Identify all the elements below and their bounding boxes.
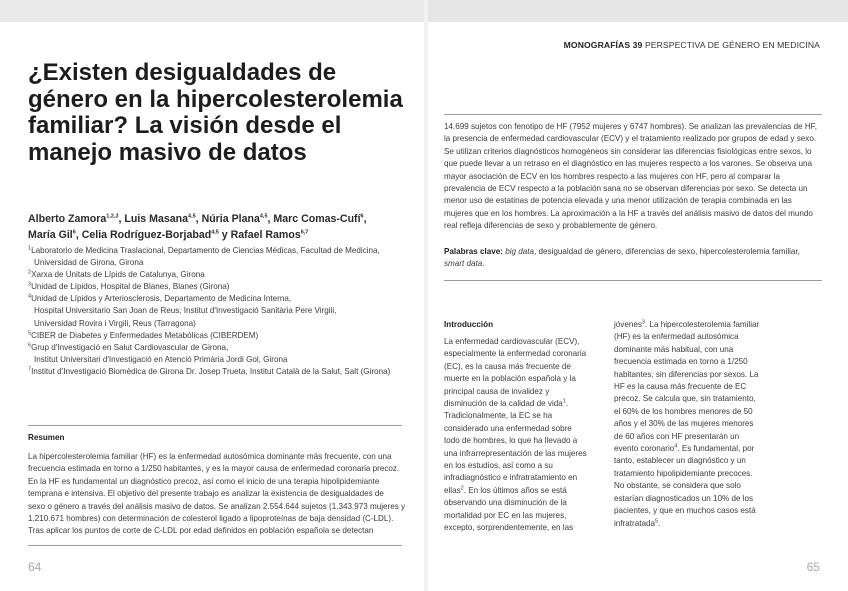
resumen-heading: Resumen <box>28 433 65 442</box>
abstract-line: que puede llevar a un retraso en el diagnóstico en las mujeres respecto a los varones. Se observa una <box>444 159 813 169</box>
intro-line <box>614 331 814 343</box>
author-name: Luis Masana <box>124 213 189 225</box>
reference-number: 4 <box>674 443 678 450</box>
intro-text: evento coronario <box>614 444 675 454</box>
intro-text: . <box>565 399 569 409</box>
affiliation-text: Universidad de Girona, Girona <box>34 258 144 268</box>
intro-line <box>614 344 814 356</box>
intro-line <box>444 522 604 534</box>
intro-line <box>614 356 814 368</box>
intro-line <box>444 373 604 385</box>
intro-line <box>614 406 814 418</box>
intro-line <box>614 369 814 381</box>
intro-heading: Introducción <box>444 320 494 329</box>
abstract-line: Se utilizan criterios diagnósticos homogéneos sin considerar las diferencias fisiológicas entre sexos, lo <box>444 146 812 156</box>
intro-line <box>614 493 814 505</box>
intro-text: observando una disminución de la <box>444 498 567 508</box>
intro-text: . Es fundamental, por <box>677 444 755 454</box>
resumen-line: temprana e intensiva. El objetivo del presente trabajo es analizar la existencia de desigualdades de <box>28 489 384 499</box>
resumen-body <box>28 451 418 538</box>
resumen-line: sexo o género a través del análisis masivo de datos. Se analizan 2.554.644 sujetos (1.343.973 mujeres y <box>28 501 406 511</box>
intro-line <box>444 435 604 447</box>
intro-line <box>444 410 604 422</box>
intro-line <box>444 336 604 348</box>
abstract-line: prevalencia de ECV respecto a la población sana no se observan diferencias por sexo. Se detecta un <box>444 184 808 194</box>
reference-number: 1 <box>562 398 566 405</box>
authors-line-2: María Gil$^6$, Celia Rodríguez-Borjabad$^{4,5}$ y Rafael Ramos$^{6,7}$ <box>28 228 309 241</box>
intro-text: excepto, sorprendentemente, en las <box>444 523 574 533</box>
affiliation-item <box>28 257 418 269</box>
intro-text: No obstante, se considera que solo <box>614 481 741 491</box>
affiliation-item <box>28 269 418 281</box>
affiliation-text: Institut d'Investigació Biomèdica de Girona Dr. Josep Trueta, Institut Català de la Salut, Salt (Girona) <box>31 366 391 376</box>
resumen-line: 1.210.671 hombres) con determinación de colesterol ligado a lipoproteínas de baja densidad (C-LDL). <box>28 514 394 524</box>
reference-number: 3 <box>641 319 645 326</box>
intro-line <box>444 398 604 410</box>
resumen-line: Tras aplicar los puntos de corte de C-LDL por edad definidos en población española se detectan <box>28 526 374 536</box>
affiliation-text: Grup d'Investigació en Salut Cardiovascular de Girona, <box>31 342 229 352</box>
abstract-line: mayor asociación de ECV en los hombres respecto a las mujeres con HF, pero al comparar la <box>444 171 781 181</box>
author-name: Rafael Ramos <box>230 228 301 241</box>
affiliation-text: Unidad de Lípidos, Hospital de Blanes, Blanes (Girona) <box>31 282 230 292</box>
intro-line <box>444 497 604 509</box>
resumen-line: frecuencia estimada en torno a 1/250 habitantes, y es la mayor causa de enfermedad coronaria precoz. <box>28 464 400 474</box>
intro-text: . En los últimos años se está <box>463 485 567 495</box>
affiliation-text: CIBER de Diabetes y Enfermedades Metabólicas (CIBERDEM) <box>31 330 259 340</box>
intro-line <box>614 393 814 405</box>
intro-line <box>444 361 604 373</box>
author-affil-ref: 6 <box>72 228 76 235</box>
resumen-line: En la HF es fundamental un diagnóstico precoz, así como el inicio de una terapia hipolipidemiante <box>28 476 380 486</box>
intro-text: muerte en la población española y la <box>444 374 576 384</box>
intro-line <box>444 472 604 484</box>
author-affil-ref: 4,5 <box>188 213 196 220</box>
reference-number: 5 <box>654 517 659 524</box>
author-affil-ref: 6,7 <box>300 228 309 235</box>
intro-text: dominante más habitual, con una <box>614 344 734 354</box>
intro-line <box>444 348 604 360</box>
page-number-left: 64 <box>28 560 42 574</box>
intro-column-2 <box>614 319 814 530</box>
affiliation-number: 6 <box>28 342 32 349</box>
author-name: Celia Rodríguez-Borjabad <box>81 228 212 241</box>
page-number-right: 65 <box>806 560 820 574</box>
affiliation-number: 4 <box>28 293 32 300</box>
resumen-line: La hipercolesterolemia familiar (HF) es la enfermedad autosómica dominante más frecuente, con una <box>28 452 392 461</box>
affiliation-number: 7 <box>28 366 32 373</box>
affiliation-text: Hospital Universitario San Joan de Reus, Institut d'Investigació Sanitària Pere Virgili, <box>34 306 337 316</box>
affiliation-number: 5 <box>28 329 32 336</box>
affiliation-number: 2 <box>28 269 32 276</box>
intro-line <box>444 485 604 497</box>
intro-text: Tradicionalmente, la EC se ha <box>444 411 553 421</box>
keywords-list: , desigualdad de género, diferencias de sexo, hipercolesterolemia familiar, <box>534 247 800 256</box>
author-affil-ref: 6 <box>360 213 364 220</box>
intro-text: el 60% de los hombres menores de 50 <box>614 406 753 416</box>
intro-line <box>614 431 814 443</box>
intro-line <box>614 418 814 430</box>
intro-line <box>614 468 814 480</box>
affiliation-item <box>28 366 418 378</box>
intro-text: considerado una enfermedad sobre <box>444 423 572 433</box>
intro-line <box>614 381 814 393</box>
top-band-left <box>0 0 424 22</box>
keyword-smart-data: smart data <box>444 259 483 269</box>
intro-text: años y el 30% de las mujeres menores <box>614 419 754 429</box>
keywords <box>444 246 828 271</box>
intro-text: . La hipercolesterolemia familiar <box>644 320 760 329</box>
affiliation-text: Laboratorio de Medicina Traslacional, Departamento de Ciencias Médicas, Facultad de Medicina, <box>31 246 380 255</box>
affiliation-number: 1 <box>28 245 32 252</box>
intro-text: una infrarrepresentación de las mujeres <box>444 448 587 458</box>
intro-text: frecuencia estimada en torno a 1/250 <box>614 357 748 367</box>
intro-line <box>444 510 604 522</box>
authors <box>28 212 418 243</box>
affiliation-item <box>28 293 418 305</box>
intro-text: tratamiento hipolipidemiante precoces. <box>614 468 753 478</box>
keywords-end: . <box>482 259 485 269</box>
intro-text: principal causa de invalidez y <box>444 386 550 396</box>
abstract-continued <box>444 121 828 233</box>
affiliation-text: Institut Universitari d'Investigació en Atenció Primària Jordi Gol, Girona <box>34 354 288 364</box>
abstract-line: menor uso de estatinas de potencia elevada y una menor utilización de terapia combinada en las <box>444 196 792 206</box>
intro-text: de 60 años con HF presentarán un <box>614 431 740 441</box>
intro-text: pacientes, y que en muchos casos está <box>614 506 756 516</box>
intro-text: estarían diagnosticados un 10% de los <box>614 493 754 503</box>
affiliation-text: Unidad de Lípidos y Arteriosclerosis, Departamento de Medicina Interna, <box>31 294 292 304</box>
author-affil-ref: 4,5 <box>259 213 268 220</box>
intro-line <box>614 443 814 455</box>
resumen-bottom-rule <box>28 545 402 546</box>
intro-text: infratratada <box>614 518 655 528</box>
intro-text: habitantes, sin diferencias por sexos. La <box>614 369 759 379</box>
intro-text: especialmente la enfermedad coronaria <box>444 349 587 359</box>
keywords-label: Palabras clave: <box>444 247 503 256</box>
affiliation-item <box>28 354 418 366</box>
author-name: Alberto Zamora <box>28 213 107 225</box>
keyword-big-data: big data <box>505 247 535 256</box>
intro-column-1 <box>444 336 604 535</box>
intro-text: disminución de la calidad de vida <box>444 399 563 409</box>
affiliation-number: 3 <box>28 281 32 288</box>
top-band-right <box>428 0 848 22</box>
intro-text: (HF) es la enfermedad autosómica <box>614 332 739 342</box>
authors-line-1: Alberto Zamora$^{1,2,3}$, Luis Masana$^{4,5}$, Núria Plana$^{4,5}$, Marc Comas-Cufí$^6$, <box>28 213 367 225</box>
affiliation-item <box>28 342 418 354</box>
affiliation-item <box>28 330 418 342</box>
affiliation-text: Xarxa de Unitats de Lípids de Catalunya, Girona <box>31 270 205 280</box>
reference-number: 2 <box>460 485 464 492</box>
intro-text: precoz. Se calcula que, sin tratamiento, <box>614 394 756 404</box>
author-name: María Gil <box>28 228 73 241</box>
intro-text: ellas <box>444 485 461 495</box>
intro-text: (EC), es la causa más frecuente de <box>444 361 571 371</box>
abstract-line: la presencia de enfermedad cardiovascular (ECV) y el tratamiento realizado por grupos de edad y sexo. <box>444 134 817 144</box>
intro-text: mortalidad por EC en las mujeres, <box>444 510 567 520</box>
intro-text: infradiagnóstico e infratratamiento en <box>444 473 578 483</box>
intro-line <box>444 386 604 398</box>
intro-line <box>614 455 814 467</box>
intro-text: La enfermedad cardiovascular (ECV), <box>444 337 580 346</box>
author-affil-ref: 4,5 <box>211 228 219 235</box>
intro-line <box>444 448 604 460</box>
topic-label: PERSPECTIVA DE GÉNERO EN MEDICINA <box>644 40 820 50</box>
intro-text: tanto, establecer un diagnóstico y un <box>614 456 746 466</box>
resumen-top-rule <box>28 425 402 426</box>
intro-line <box>614 518 814 530</box>
intro-text: jóvenes <box>614 320 642 329</box>
intro-line <box>444 423 604 435</box>
author-name: Núria Plana <box>201 213 260 225</box>
affiliation-item <box>28 245 418 257</box>
affiliation-item <box>28 281 418 293</box>
intro-text: todo de hombres, lo que ha llevado a <box>444 436 578 446</box>
abstract-line: 14.699 sujetos con fenotipo de HF (7952 mujeres y 6747 hombres). Se analizan las prevalencias de HF, <box>444 122 817 131</box>
page-gutter <box>424 0 428 591</box>
author-affil-ref: 1,2,3 <box>106 213 119 220</box>
running-header <box>564 40 820 50</box>
author-name: Marc Comas-Cufí <box>273 213 361 225</box>
intro-text: en los estudios, así como a su <box>444 461 553 471</box>
abstract-line: mujeres que en los hombres. La aproximación a la HF a través del análisis masivo de datos del mundo <box>444 208 813 218</box>
article-title: ¿Existen desigualdades de género en la hipercolesterolemia familiar? La visión desde el manejo masivo de datos <box>28 59 403 166</box>
intro-line <box>614 319 814 331</box>
affiliations-list <box>28 245 418 378</box>
intro-text: HF es la causa más frecuente de EC <box>614 382 747 392</box>
series-label: MONOGRAFÍAS 39 <box>563 40 643 50</box>
affiliation-item <box>28 318 418 330</box>
abstract-bottom-rule <box>444 280 822 281</box>
affiliation-item <box>28 305 418 317</box>
affiliation-text: Universidad Rovira i Virgili, Reus (Tarragona) <box>34 318 196 328</box>
abstract-line: real refleja diferencias de sexo y probablemente de género. <box>444 221 658 231</box>
intro-line <box>614 505 814 517</box>
intro-line <box>614 480 814 492</box>
abstract-top-rule <box>444 114 822 115</box>
intro-line <box>444 460 604 472</box>
intro-text: . <box>658 518 661 528</box>
